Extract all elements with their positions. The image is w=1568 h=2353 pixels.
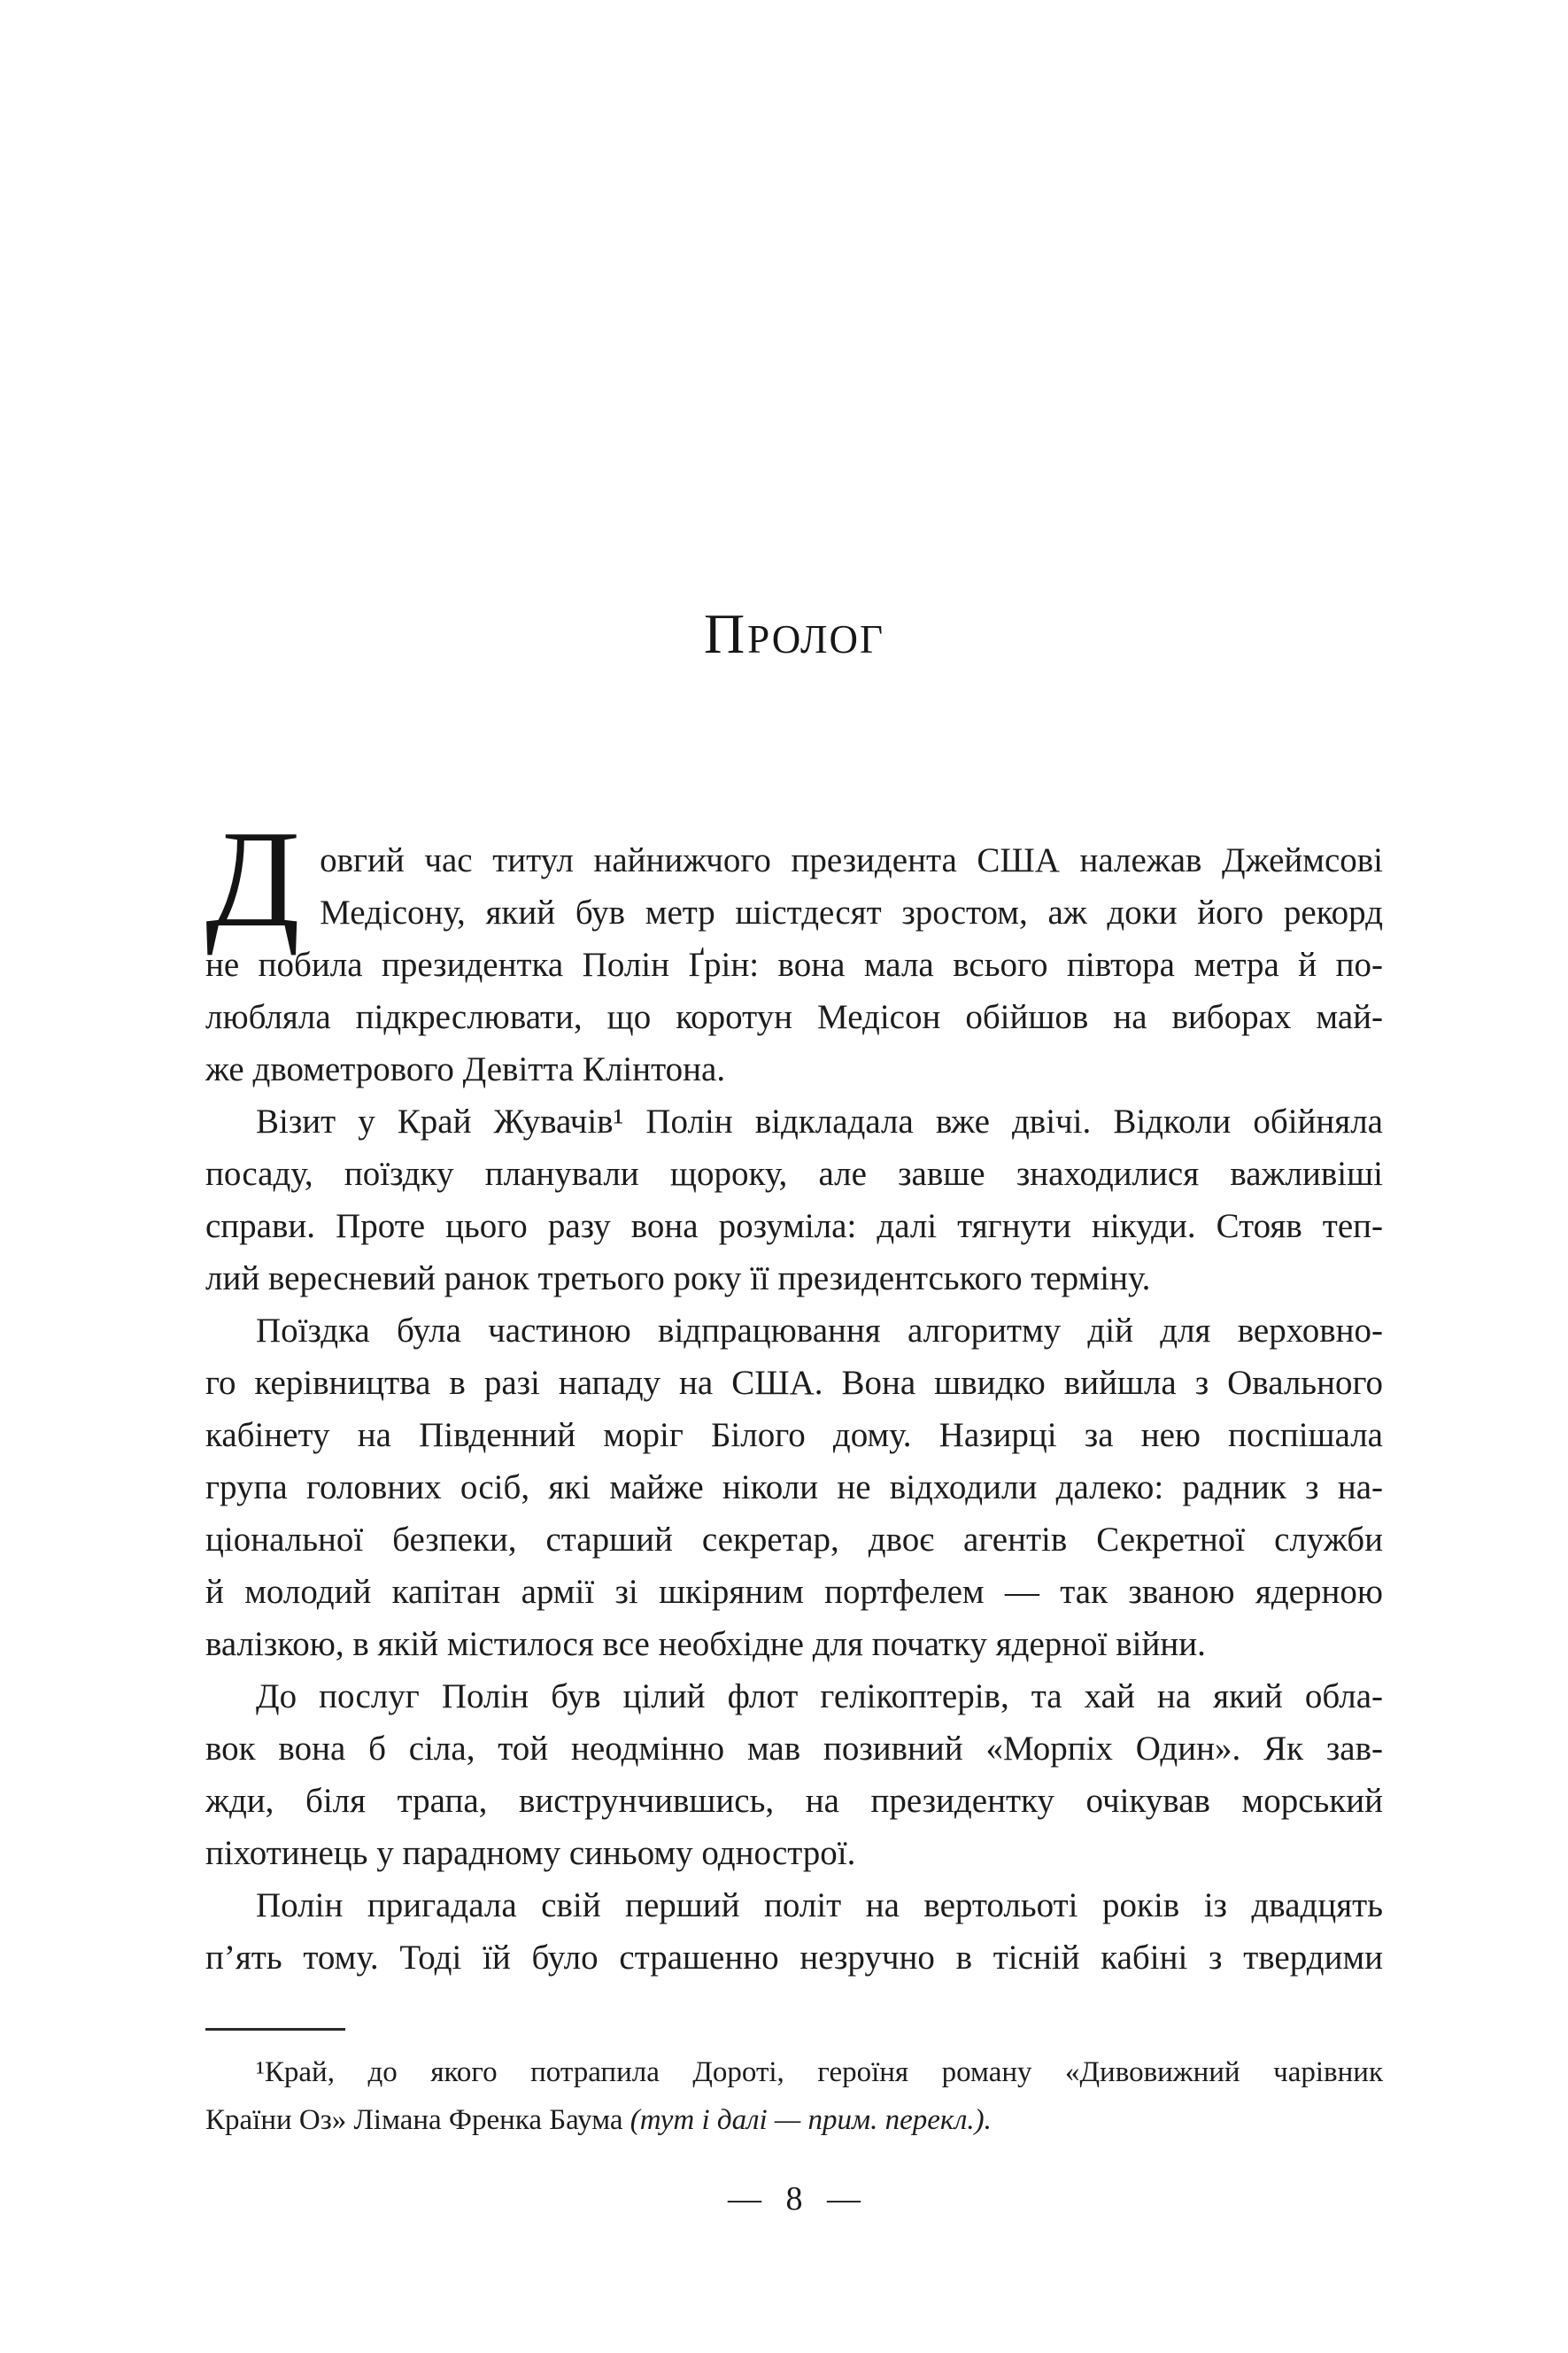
text-line: овгий час титул найнижчого президента США належав Джеймсові [320, 841, 1383, 879]
text-line: вок вона б сіла, той неодмінно мав позивний «Морпіх Один». Як зав- [205, 1730, 1383, 1768]
text-line: Полін пригадала свій перший політ на вертольоті років із двадцять [256, 1886, 1383, 1924]
text-line: справи. Проте цього разу вона розуміла: далі тягнути нікуди. Стояв теп- [205, 1207, 1383, 1245]
footnote-line [205, 2048, 1383, 2096]
text-line: До послуг Полін був цілий флот гелікоптерів, та хай на який обла- [256, 1677, 1383, 1715]
footnote-italic-text: (тут і далі — прим. перекл.). [630, 2104, 992, 2136]
text-line: Поїздка була частиною відпрацювання алгоритму дій для верховно- [256, 1312, 1383, 1350]
text-line: посаду, поїздку планували щороку, але завше знаходилися важливіші [205, 1155, 1383, 1193]
text-line: ціональної безпеки, старший секретар, двоє агентів Секретної служби [205, 1521, 1383, 1559]
text-line: кабінету на Південний моріг Білого дому. Назирці за нею поспішала [205, 1416, 1383, 1454]
text-line: жди, біля трапа, виструнчившись, на президентку очікував морський [205, 1782, 1383, 1820]
paragraph [205, 1304, 1383, 1670]
text-line: же двометрового Девітта Клінтона. [205, 1050, 726, 1088]
footnote-line [205, 2096, 1383, 2144]
chapter-title: ПРОЛОГ [703, 602, 885, 665]
drop-cap: Д [205, 801, 301, 956]
text-line: п’ять тому. Тоді їй було страшенно незручно в тісній кабіні з твердими [205, 1939, 1383, 1977]
footnote-rule [205, 2028, 345, 2031]
text-line: лий вересневий ранок третього року її президентського терміну. [205, 1259, 1151, 1297]
text-line: любляла підкреслювати, що коротун Медісон обійшов на виборах май- [205, 998, 1383, 1036]
text-line: валізкою, в якій містилося все необхідне для початку ядерної війни. [205, 1625, 1206, 1663]
text-line: Візит у Край Жувачів¹ Полін відкладала вже двічі. Відколи обійняла [256, 1103, 1383, 1141]
paragraph [205, 1879, 1383, 1984]
paragraph [205, 1095, 1383, 1304]
footnote [205, 2048, 1383, 2144]
text-line: не побила президентка Полін Ґрін: вона мала всього півтора метра й по- [205, 946, 1383, 984]
text-line: піхотинець у парадному синьому однострої. [205, 1834, 856, 1872]
footnote-text: ¹Край, до якого потрапила Дороті, героїня роману «Дивовижний чарівник [256, 2056, 1383, 2088]
body-text [205, 801, 1383, 1984]
text-line: група головних осіб, які майже ніколи не відходили далеко: радник з на- [205, 1468, 1383, 1506]
paragraph [205, 801, 1383, 1095]
paragraph [205, 1670, 1383, 1879]
text-line: го керівництва в разі нападу на США. Вона швидко вийшла з Овального [205, 1364, 1383, 1402]
text-line: Медісону, який був метр шістдесят зростом, аж доки його рекорд [320, 894, 1383, 932]
text-block [205, 602, 1383, 2218]
text-line: й молодий капітан армії зі шкіряним портфелем — так званою ядерною [205, 1573, 1383, 1611]
page-number: — 8 — [728, 2180, 861, 2218]
footnote-text: Країни Оз» Лімана Френка Баума [205, 2104, 630, 2136]
